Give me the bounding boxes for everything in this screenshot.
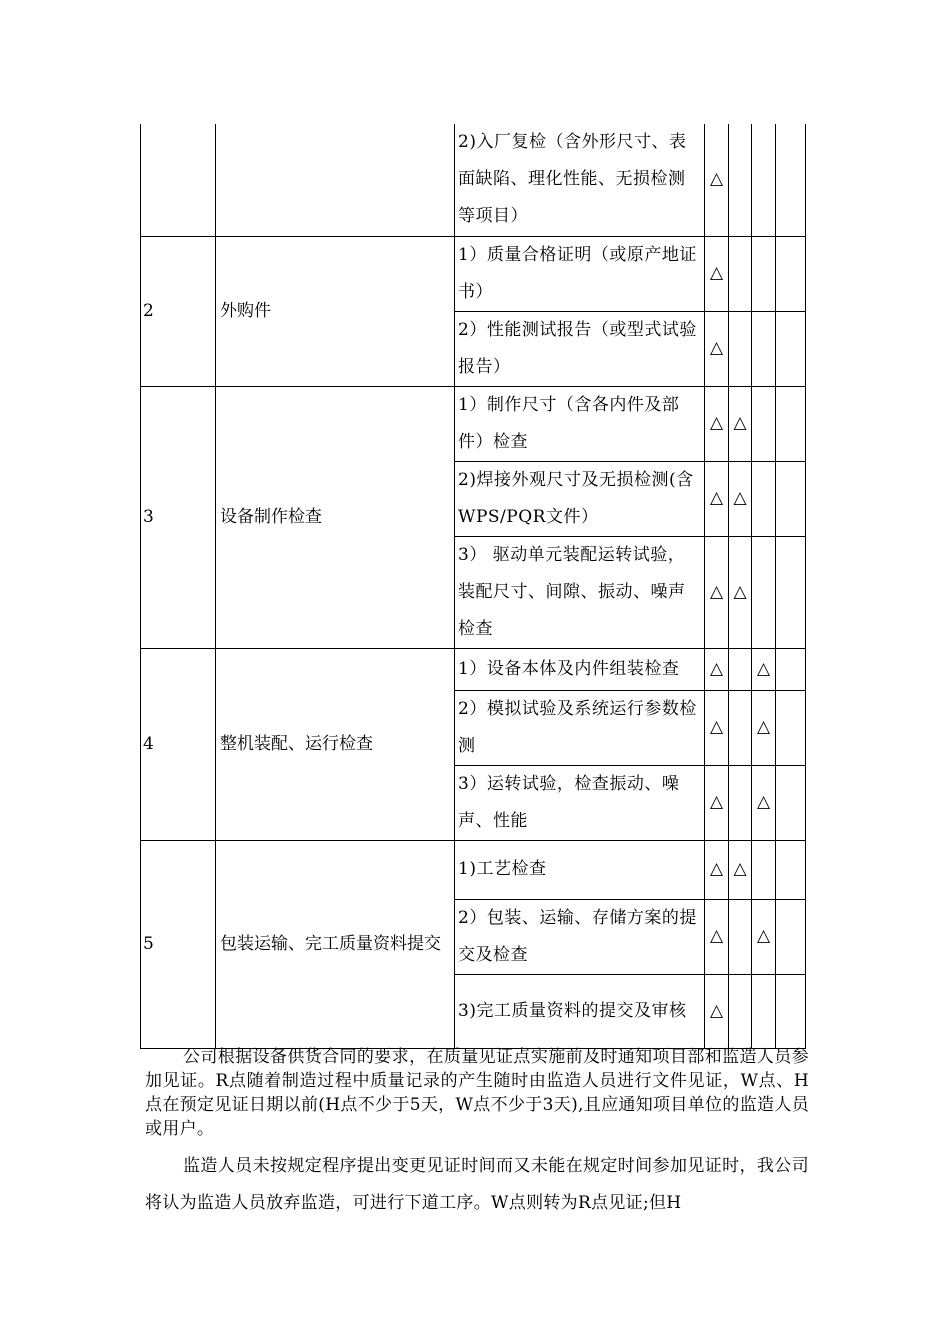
mark-col-4 (776, 765, 806, 840)
mark-col-1: △ (705, 461, 729, 536)
check-item: 1)工艺检查 (455, 840, 705, 899)
mark-col-3 (752, 386, 776, 461)
check-item: 3） 驱动单元装配运转试验，装配尺寸、间隙、振动、噪声检查 (455, 536, 705, 648)
table-row (141, 124, 806, 236)
check-item: 3）运转试验，检查振动、噪声、性能 (455, 765, 705, 840)
item-number: 4 (141, 648, 216, 840)
mark-col-2: △ (729, 461, 752, 536)
mark-col-4 (776, 311, 806, 386)
mark-col-2 (729, 899, 752, 974)
mark-col-3: △ (752, 690, 776, 765)
mark-col-2: △ (729, 536, 752, 648)
check-item: 2)入厂复检（含外形尺寸、表面缺陷、理化性能、无损检测等项目） (455, 124, 705, 236)
mark-col-4 (776, 690, 806, 765)
paragraph-witness-notice: 公司根据设备供货合同的要求，在质量见证点实施前及时通知项目部和监造人员参加见证。R点随着制造过程中质量记录的产生随时由监造人员进行文件见证，W点、H点在预定见证日期以前(H点不少于5天，W点不少于3天),且应通知项目单位的监造人员或用户。 (145, 1047, 809, 1139)
item-number: 5 (141, 840, 216, 1048)
mark-col-1: △ (705, 690, 729, 765)
mark-col-2 (729, 124, 752, 236)
mark-col-3 (752, 124, 776, 236)
mark-col-3 (752, 840, 776, 899)
item-name: 包装运输、完工质量资料提交 (216, 840, 455, 1048)
check-item: 2）模拟试验及系统运行参数检测 (455, 690, 705, 765)
mark-col-2 (729, 311, 752, 386)
mark-col-2: △ (729, 840, 752, 899)
mark-col-4 (776, 124, 806, 236)
mark-col-3 (752, 461, 776, 536)
check-item: 1）制作尺寸（含各内件及部件）检查 (455, 386, 705, 461)
mark-col-2: △ (729, 386, 752, 461)
mark-col-4 (776, 386, 806, 461)
mark-col-4 (776, 236, 806, 311)
check-item: 2）包装、运输、存储方案的提交及检查 (455, 899, 705, 974)
mark-col-4 (776, 899, 806, 974)
item-number (141, 124, 216, 236)
mark-col-2 (729, 765, 752, 840)
mark-col-3: △ (752, 899, 776, 974)
mark-col-2 (729, 648, 752, 690)
mark-col-1: △ (705, 386, 729, 461)
mark-col-4 (776, 974, 806, 1048)
check-item: 3)完工质量资料的提交及审核 (455, 974, 705, 1048)
mark-col-3 (752, 236, 776, 311)
quality-witness-table (140, 124, 806, 1049)
mark-col-3 (752, 311, 776, 386)
mark-col-4 (776, 648, 806, 690)
item-name: 外购件 (216, 236, 455, 386)
table-row (141, 236, 806, 311)
check-item: 2）性能测试报告（或型式试验报告） (455, 311, 705, 386)
item-name: 设备制作检查 (216, 386, 455, 648)
mark-col-2 (729, 690, 752, 765)
mark-col-1: △ (705, 648, 729, 690)
mark-col-1: △ (705, 236, 729, 311)
mark-col-1: △ (705, 840, 729, 899)
mark-col-3: △ (752, 648, 776, 690)
item-name: 整机装配、运行检查 (216, 648, 455, 840)
check-item: 1）设备本体及内件组装检查 (455, 648, 705, 690)
table-row (141, 648, 806, 690)
mark-col-1: △ (705, 536, 729, 648)
item-name (216, 124, 455, 236)
check-item: 1）质量合格证明（或原产地证书） (455, 236, 705, 311)
item-number: 3 (141, 386, 216, 648)
mark-col-3 (752, 536, 776, 648)
mark-col-4 (776, 536, 806, 648)
mark-col-4 (776, 461, 806, 536)
check-item: 2)焊接外观尺寸及无损检测(含WPS/PQR文件） (455, 461, 705, 536)
table-row (141, 386, 806, 461)
item-number: 2 (141, 236, 216, 386)
mark-col-3: △ (752, 765, 776, 840)
mark-col-1: △ (705, 765, 729, 840)
paragraph-witness-absence: 监造人员未按规定程序提出变更见证时间而又未能在规定时间参加见证时，我公司将认为监造人员放弃监造，可进行下道工序。W点则转为R点见证;但H (145, 1156, 809, 1213)
mark-col-1: △ (705, 311, 729, 386)
mark-col-1: △ (705, 974, 729, 1048)
mark-col-2 (729, 236, 752, 311)
table-row (141, 840, 806, 899)
mark-col-2 (729, 974, 752, 1048)
mark-col-4 (776, 840, 806, 899)
mark-col-3 (752, 974, 776, 1048)
mark-col-1: △ (705, 899, 729, 974)
mark-col-1: △ (705, 124, 729, 236)
